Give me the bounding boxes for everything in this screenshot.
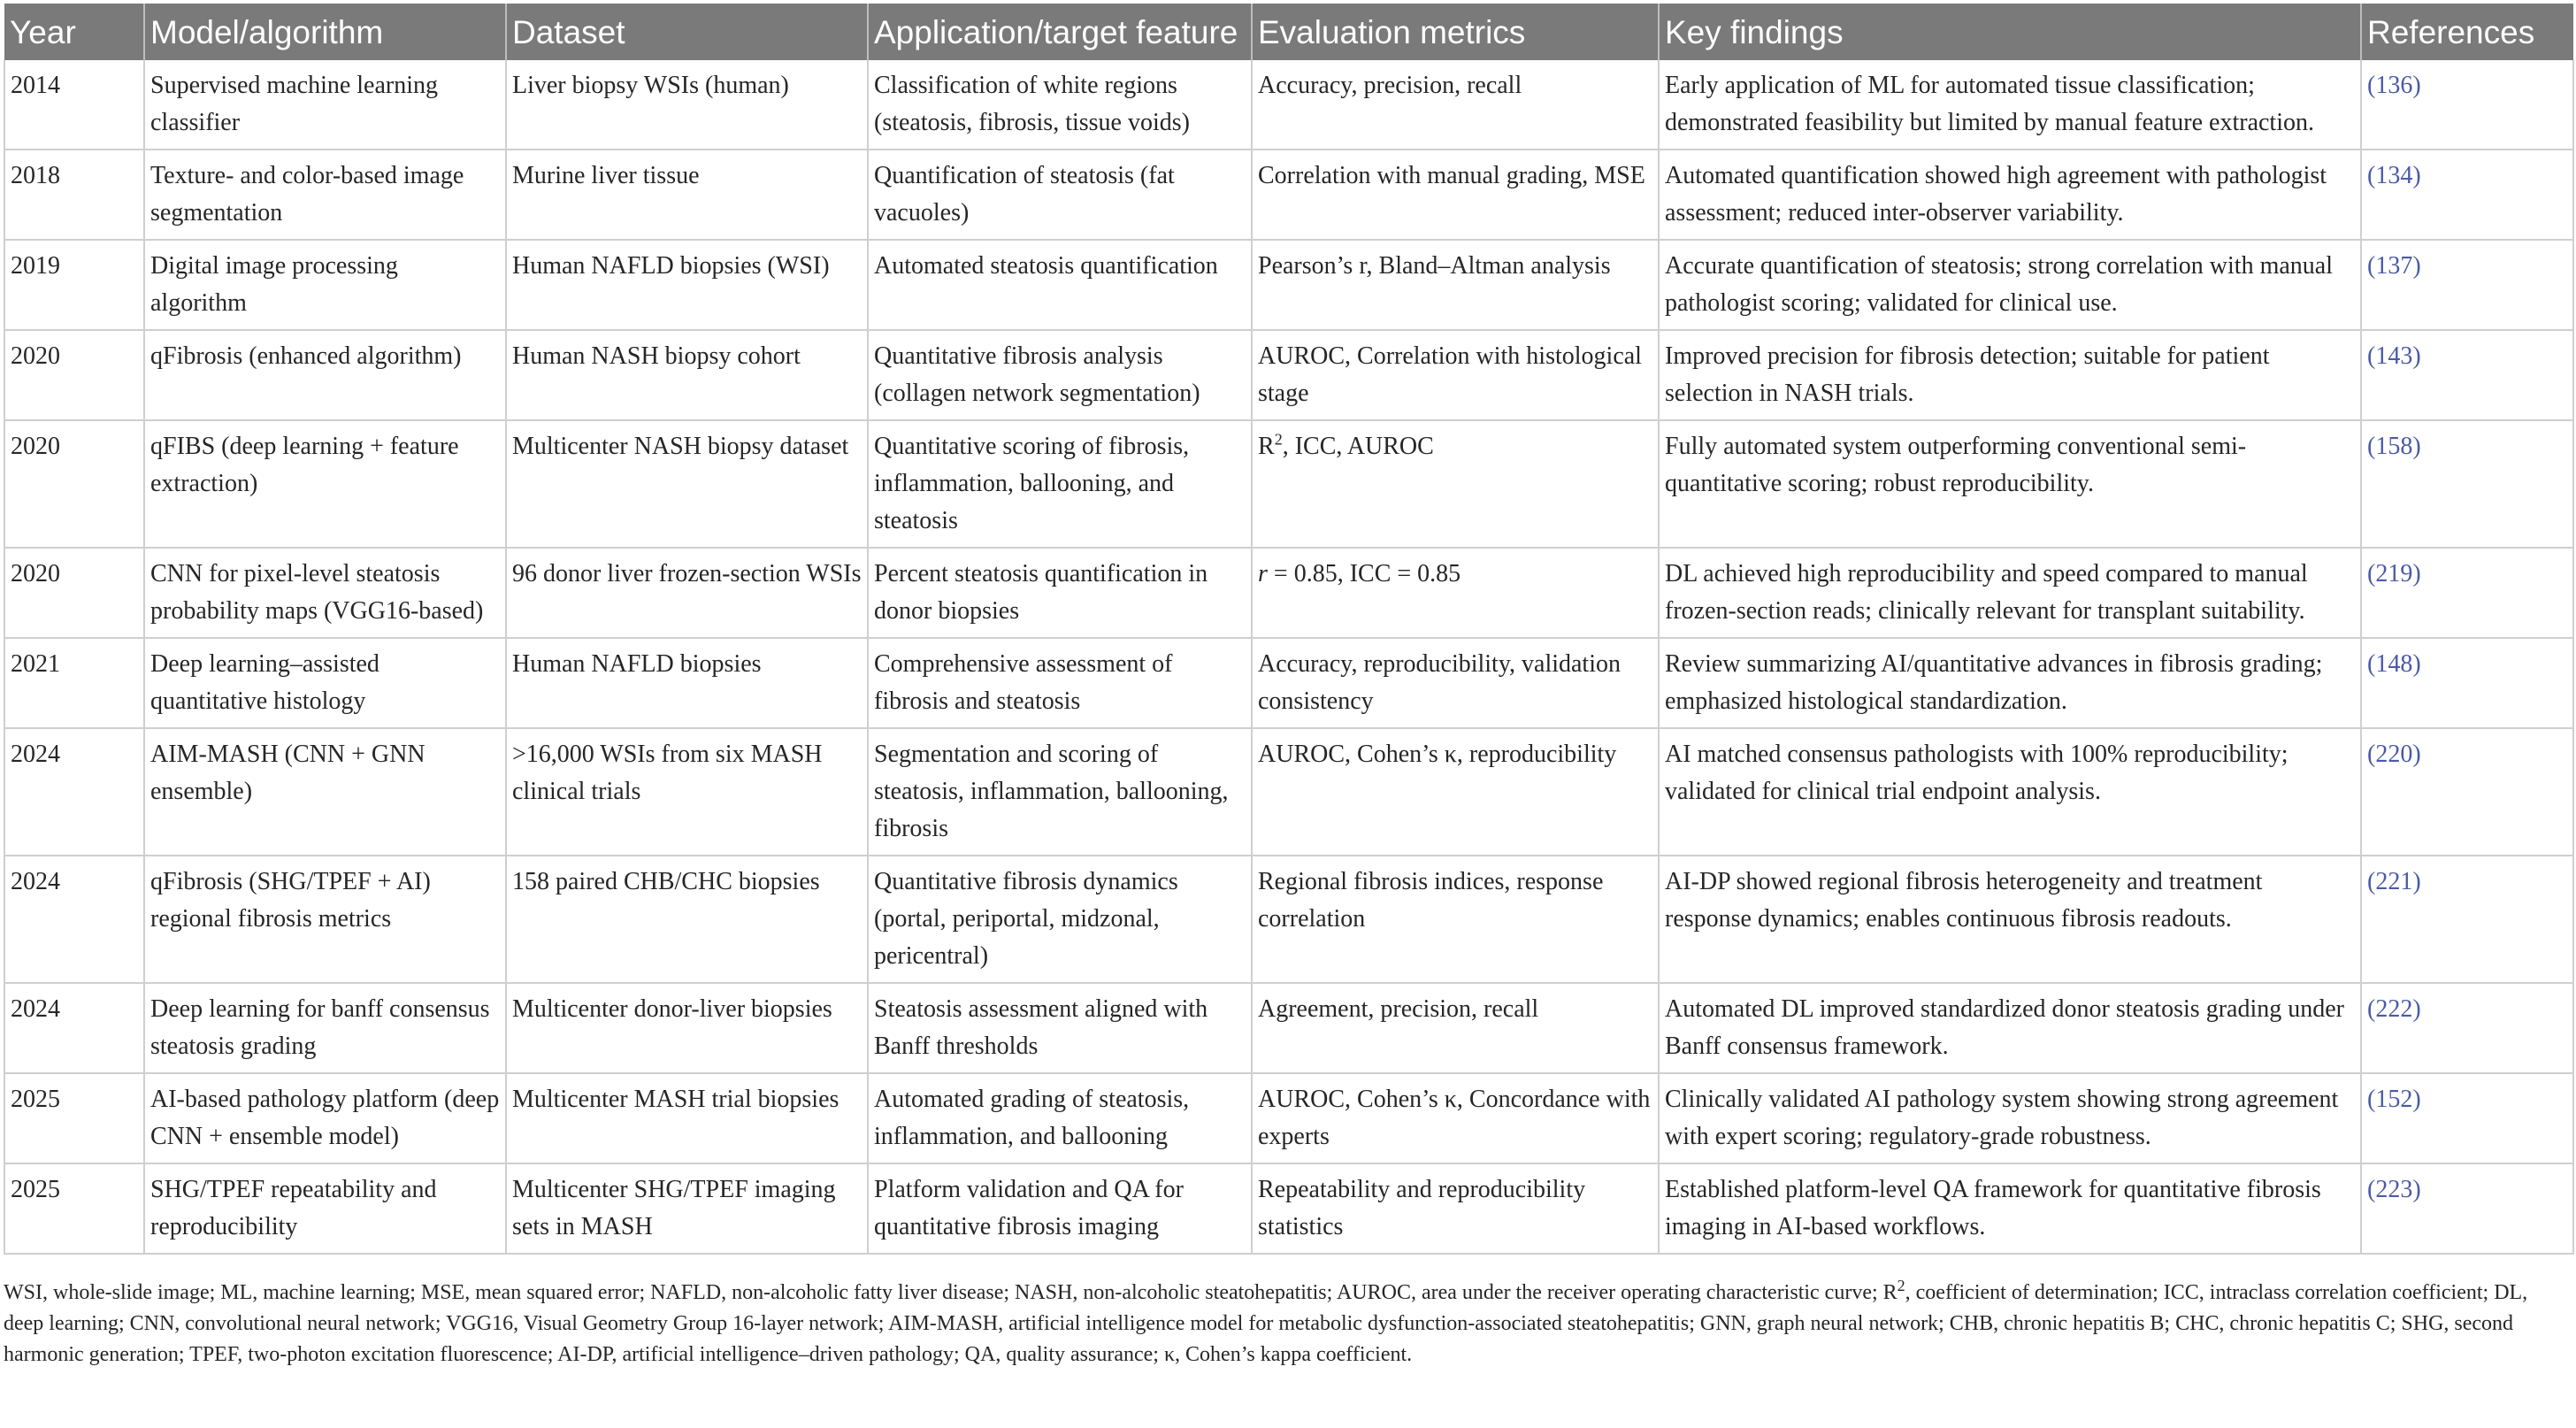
header-dataset: Dataset <box>506 4 868 60</box>
cell-metrics: AUROC, Correlation with histological stage <box>1252 330 1659 420</box>
header-metrics: Evaluation metrics <box>1252 4 1659 60</box>
cell-application: Percent steatosis quantification in donor biopsies <box>868 548 1252 638</box>
cell-model: Texture- and color-based image segmentation <box>144 150 506 240</box>
cell-metrics <box>1252 548 1659 638</box>
table-row <box>4 1073 2573 1163</box>
cell-findings: Established platform-level QA framework for quantitative fibrosis imaging in AI-based workflows. <box>1659 1163 2361 1254</box>
cell-model: Deep learning for banff consensus steatosis grading <box>144 983 506 1073</box>
table-row <box>4 60 2573 150</box>
cell-application: Comprehensive assessment of fibrosis and steatosis <box>868 638 1252 728</box>
cell-application: Quantification of steatosis (fat vacuoles) <box>868 150 1252 240</box>
cell-dataset: Multicenter SHG/TPEF imaging sets in MASH <box>506 1163 868 1254</box>
cell-metrics: Agreement, precision, recall <box>1252 983 1659 1073</box>
cell-application: Platform validation and QA for quantitative fibrosis imaging <box>868 1163 1252 1254</box>
cell-model: qFibrosis (enhanced algorithm) <box>144 330 506 420</box>
cell-dataset: Multicenter donor-liver biopsies <box>506 983 868 1073</box>
cell-year: 2024 <box>4 983 144 1073</box>
metric-r-letter: R <box>1258 433 1275 460</box>
cell-metrics: Accuracy, precision, recall <box>1252 60 1659 150</box>
cell-metrics: AUROC, Cohen’s κ, Concordance with experts <box>1252 1073 1659 1163</box>
table-row <box>4 983 2573 1073</box>
table-row <box>4 638 2573 728</box>
superscript-two: 2 <box>1274 430 1283 449</box>
reference-link[interactable]: (148) <box>2361 638 2573 728</box>
cell-model: CNN for pixel-level steatosis probability maps (VGG16-based) <box>144 548 506 638</box>
cell-year: 2020 <box>4 548 144 638</box>
header-findings: Key findings <box>1659 4 2361 60</box>
reference-link[interactable]: (137) <box>2361 240 2573 330</box>
cell-application: Automated steatosis quantification <box>868 240 1252 330</box>
cell-dataset: Human NASH biopsy cohort <box>506 330 868 420</box>
cell-dataset: Murine liver tissue <box>506 150 868 240</box>
cell-findings: Clinically validated AI pathology system showing strong agreement with expert scoring; regulatory-grade robustness. <box>1659 1073 2361 1163</box>
cell-metrics <box>1252 420 1659 548</box>
table-row <box>4 330 2573 420</box>
cell-dataset: >16,000 WSIs from six MASH clinical trials <box>506 728 868 856</box>
reference-link[interactable]: (219) <box>2361 548 2573 638</box>
reference-link[interactable]: (152) <box>2361 1073 2573 1163</box>
cell-findings: Automated DL improved standardized donor steatosis grading under Banff consensus framework. <box>1659 983 2361 1073</box>
reference-link[interactable]: (220) <box>2361 728 2573 856</box>
cell-application: Automated grading of steatosis, inflammation, and ballooning <box>868 1073 1252 1163</box>
reference-link[interactable]: (134) <box>2361 150 2573 240</box>
cell-year: 2019 <box>4 240 144 330</box>
cell-year: 2018 <box>4 150 144 240</box>
cell-dataset: Human NAFLD biopsies <box>506 638 868 728</box>
cell-year: 2014 <box>4 60 144 150</box>
header-references: References <box>2361 4 2573 60</box>
cell-findings: AI matched consensus pathologists with 100% reproducibility; validated for clinical trial endpoint analysis. <box>1659 728 2361 856</box>
footnote-text: WSI, whole-slide image; ML, machine learning; MSE, mean squared error; NAFLD, non-alcoholic fatty liver disease; NASH, non-alcoholic steatohepatitis; AUROC, area under the receiver operating characteristic curve; R <box>4 1281 1898 1304</box>
cell-model: Supervised machine learning classifier <box>144 60 506 150</box>
cell-model: qFibrosis (SHG/TPEF + AI) regional fibrosis metrics <box>144 856 506 983</box>
reference-link[interactable]: (158) <box>2361 420 2573 548</box>
cell-year: 2020 <box>4 330 144 420</box>
cell-dataset: Human NAFLD biopsies (WSI) <box>506 240 868 330</box>
cell-model: AI-based pathology platform (deep CNN + ensemble model) <box>144 1073 506 1163</box>
cell-model: AIM-MASH (CNN + GNN ensemble) <box>144 728 506 856</box>
cell-metrics: AUROC, Cohen’s κ, reproducibility <box>1252 728 1659 856</box>
cell-model: Deep learning–assisted quantitative histology <box>144 638 506 728</box>
metric-rest: = 0.85, ICC = 0.85 <box>1267 560 1461 587</box>
header-row <box>4 4 2573 60</box>
table-row <box>4 856 2573 983</box>
review-table <box>4 4 2574 1255</box>
cell-findings: Fully automated system outperforming conventional semi-quantitative scoring; robust reproducibility. <box>1659 420 2361 548</box>
header-application: Application/target feature <box>868 4 1252 60</box>
header-year: Year <box>4 4 144 60</box>
table-row <box>4 150 2573 240</box>
cell-dataset: Multicenter MASH trial biopsies <box>506 1073 868 1163</box>
reference-link[interactable]: (223) <box>2361 1163 2573 1254</box>
cell-model: Digital image processing algorithm <box>144 240 506 330</box>
reference-link[interactable]: (222) <box>2361 983 2573 1073</box>
cell-findings: DL achieved high reproducibility and speed compared to manual frozen-section reads; clinically relevant for transplant suitability. <box>1659 548 2361 638</box>
cell-model: SHG/TPEF repeatability and reproducibility <box>144 1163 506 1254</box>
metric-italic-r: r <box>1258 560 1268 587</box>
table-row <box>4 1163 2573 1254</box>
cell-metrics: Regional fibrosis indices, response correlation <box>1252 856 1659 983</box>
header-model: Model/algorithm <box>144 4 506 60</box>
cell-findings: Early application of ML for automated tissue classification; demonstrated feasibility but limited by manual feature extraction. <box>1659 60 2361 150</box>
cell-metrics: Repeatability and reproducibility statistics <box>1252 1163 1659 1254</box>
cell-model: qFIBS (deep learning + feature extraction) <box>144 420 506 548</box>
reference-link[interactable]: (143) <box>2361 330 2573 420</box>
table-row <box>4 420 2573 548</box>
cell-year: 2025 <box>4 1073 144 1163</box>
cell-dataset: 96 donor liver frozen-section WSIs <box>506 548 868 638</box>
cell-application: Quantitative fibrosis analysis (collagen network segmentation) <box>868 330 1252 420</box>
cell-application: Quantitative scoring of fibrosis, inflammation, ballooning, and steatosis <box>868 420 1252 548</box>
cell-application: Steatosis assessment aligned with Banff thresholds <box>868 983 1252 1073</box>
reference-link[interactable]: (221) <box>2361 856 2573 983</box>
footnote-text-continued: , coefficient of determination; ICC, intraclass correlation coefficient; DL, deep learning; CNN, convolutional neural network; VGG16, Visual Geometry Group 16-layer network; AIM-MASH, artificial intelligence model for metabolic dysfunction-associated steatohepatitis; GNN, graph neural network; CHB, chronic hepatitis B; CHC, chronic hepatitis C; SHG, second harmonic generation; TPEF, two-photon excitation fluorescence; AI-DP, artificial intelligence–driven pathology; QA, quality assurance; κ, Cohen’s kappa coefficient. <box>4 1281 2528 1366</box>
table-container <box>4 4 2572 1370</box>
cell-metrics: Correlation with manual grading, MSE <box>1252 150 1659 240</box>
metric-rest: , ICC, AUROC <box>1282 433 1434 460</box>
cell-dataset: Multicenter NASH biopsy dataset <box>506 420 868 548</box>
cell-year: 2024 <box>4 728 144 856</box>
cell-application: Segmentation and scoring of steatosis, inflammation, ballooning, fibrosis <box>868 728 1252 856</box>
cell-metrics: Accuracy, reproducibility, validation consistency <box>1252 638 1659 728</box>
cell-dataset: Liver biopsy WSIs (human) <box>506 60 868 150</box>
cell-year: 2020 <box>4 420 144 548</box>
table-row <box>4 728 2573 856</box>
cell-metrics: Pearson’s r, Bland–Altman analysis <box>1252 240 1659 330</box>
table-row <box>4 240 2573 330</box>
table-row <box>4 548 2573 638</box>
footnote-superscript: 2 <box>1897 1277 1905 1294</box>
cell-application: Classification of white regions (steatosis, fibrosis, tissue voids) <box>868 60 1252 150</box>
cell-dataset: 158 paired CHB/CHC biopsies <box>506 856 868 983</box>
cell-findings: AI-DP showed regional fibrosis heterogeneity and treatment response dynamics; enables continuous fibrosis readouts. <box>1659 856 2361 983</box>
table-footnote <box>4 1278 2572 1370</box>
cell-year: 2024 <box>4 856 144 983</box>
cell-application: Quantitative fibrosis dynamics (portal, periportal, midzonal, pericentral) <box>868 856 1252 983</box>
cell-findings: Accurate quantification of steatosis; strong correlation with manual pathologist scoring; validated for clinical use. <box>1659 240 2361 330</box>
cell-findings: Improved precision for fibrosis detection; suitable for patient selection in NASH trials. <box>1659 330 2361 420</box>
reference-link[interactable]: (136) <box>2361 60 2573 150</box>
cell-findings: Automated quantification showed high agreement with pathologist assessment; reduced inter-observer variability. <box>1659 150 2361 240</box>
cell-year: 2025 <box>4 1163 144 1254</box>
cell-year: 2021 <box>4 638 144 728</box>
cell-findings: Review summarizing AI/quantitative advances in fibrosis grading; emphasized histological standardization. <box>1659 638 2361 728</box>
